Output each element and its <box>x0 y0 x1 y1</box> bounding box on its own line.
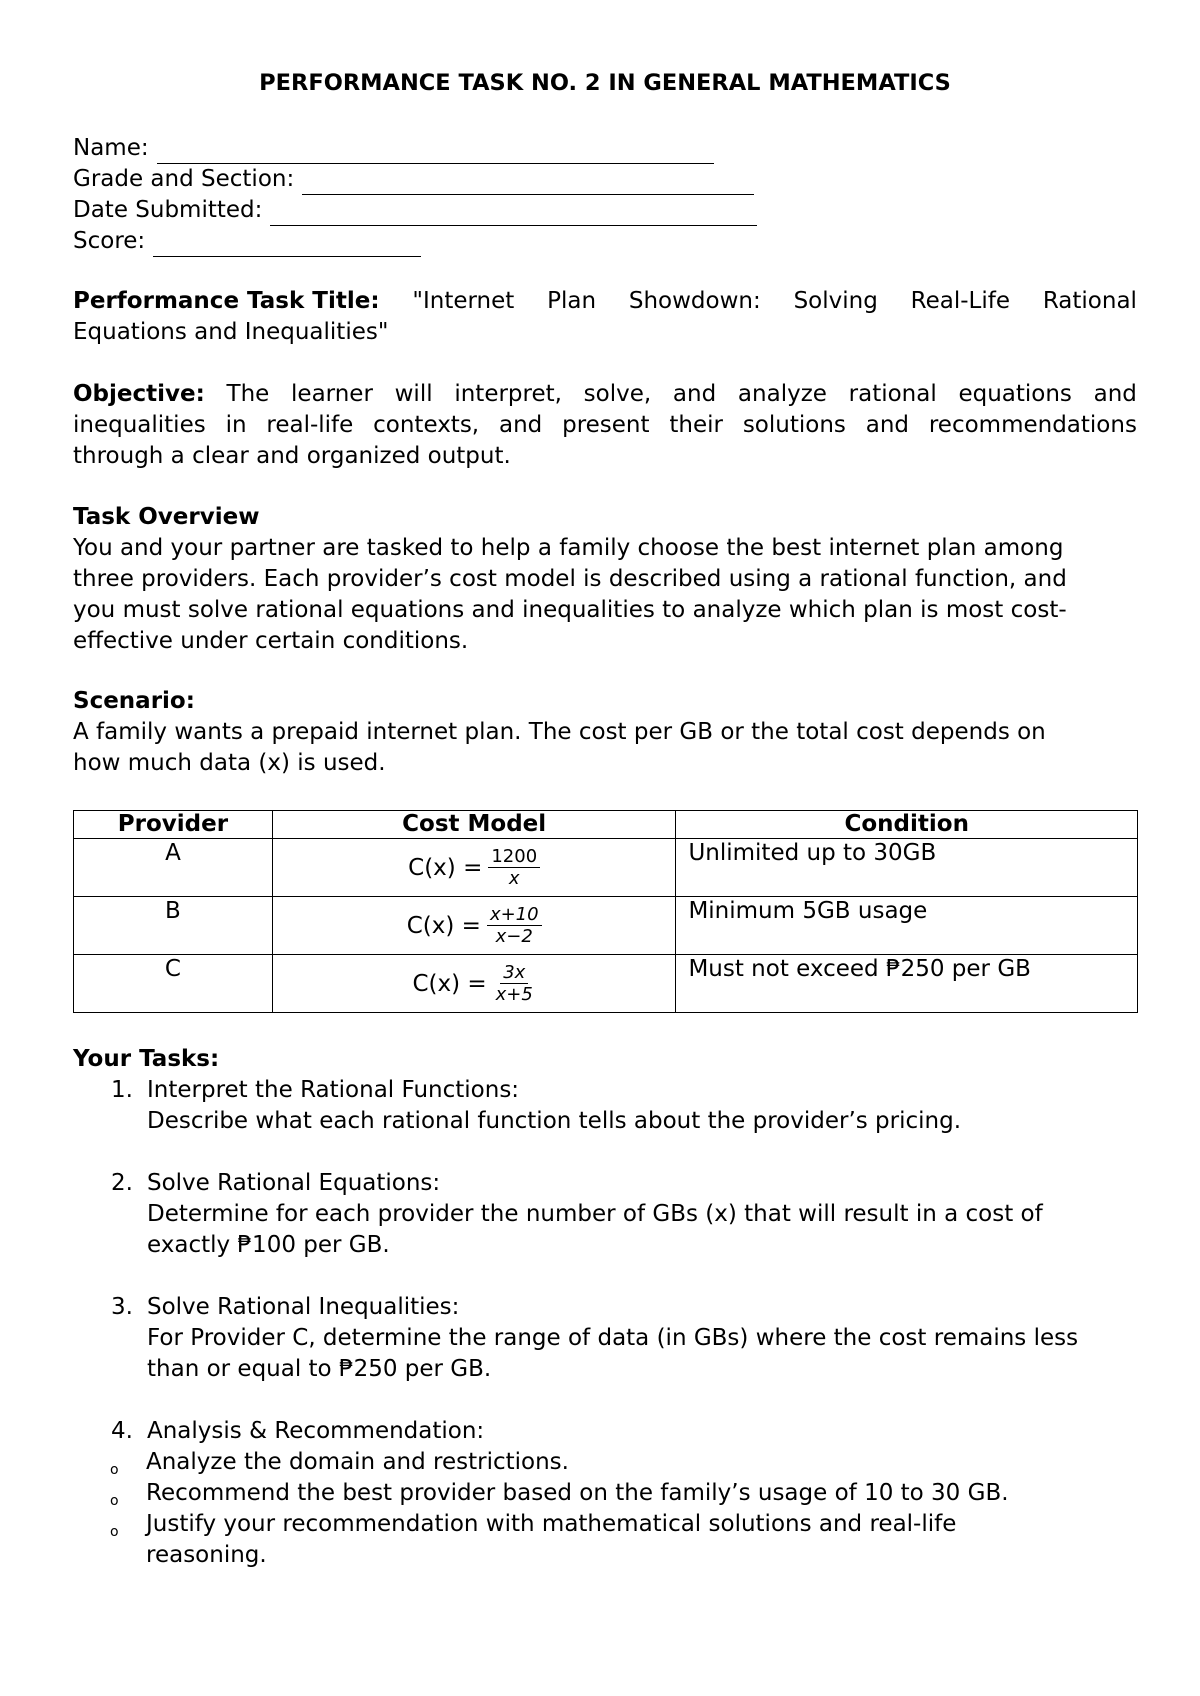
objective-line-2 <box>73 410 1137 441</box>
sub-list-item-cont <box>73 1540 1137 1571</box>
cost-model-cell <box>272 839 676 897</box>
objective-word: contexts, <box>373 412 480 438</box>
objective-word: and <box>498 412 543 438</box>
header-provider: Provider <box>74 811 273 839</box>
task-title-word: Solving <box>793 288 878 314</box>
task-title: Solve Rational Inequalities: <box>147 1294 460 1320</box>
objective-label: Objective: <box>73 381 205 407</box>
sub-list-item <box>73 1509 1137 1540</box>
objective-word: interpret, <box>454 381 562 407</box>
date-submitted-label: Date Submitted: <box>73 197 263 223</box>
task-title-line-2: Equations and Inequalities" <box>73 319 389 345</box>
name-blank-line[interactable] <box>157 141 714 164</box>
objective-word: The <box>226 381 270 407</box>
objective-line-3: through a clear and organized output. <box>73 443 511 469</box>
scenario-heading: Scenario: <box>73 688 195 714</box>
task-title-word: "Internet <box>412 288 515 314</box>
fraction-denominator: x−2 <box>495 926 533 947</box>
circle-bullet-icon: o <box>110 1493 119 1509</box>
objective-word: analyze <box>737 381 827 407</box>
objective-word: their <box>669 412 723 438</box>
task-number: 3. <box>111 1294 133 1320</box>
grade-section-label: Grade and Section: <box>73 166 295 192</box>
objective-paragraph <box>73 379 1137 472</box>
fraction-numerator: x+10 <box>487 904 542 926</box>
formula-prefix: C(x) = <box>408 854 483 881</box>
provider-cost-table <box>73 810 1138 1013</box>
condition-cell: Unlimited up to 30GB <box>676 839 1138 897</box>
list-item <box>73 1075 1137 1137</box>
fraction-numerator: 3x <box>500 962 528 984</box>
overview-line-4: effective under certain conditions. <box>73 628 469 654</box>
provider-cell: B <box>74 897 273 955</box>
task-title-word: Showdown: <box>628 288 761 314</box>
list-item <box>73 1292 1137 1385</box>
task-description: Describe what each rational function tells about the provider’s pricing. <box>147 1108 962 1134</box>
scenario-text <box>73 717 1137 779</box>
objective-word: learner <box>291 381 373 407</box>
sub-list-item <box>73 1447 1137 1478</box>
task-title-line-1 <box>73 286 1137 317</box>
score-label: Score: <box>73 228 146 254</box>
provider-cell: C <box>74 955 273 1013</box>
task-title: Analysis & Recommendation: <box>147 1418 485 1444</box>
overview-line-2: three providers. Each provider’s cost model is described using a rational function, and <box>73 566 1067 592</box>
sub-item-text: Recommend the best provider based on the family’s usage of 10 to 30 GB. <box>146 1480 1009 1506</box>
objective-line-1 <box>73 379 1137 410</box>
cost-model-cell <box>272 897 676 955</box>
objective-word: and <box>865 412 909 438</box>
scenario-line-1: A family wants a prepaid internet plan. The cost per GB or the total cost depends on <box>73 719 1046 745</box>
scenario-line-2: how much data (x) is used. <box>73 750 386 776</box>
circle-bullet-icon: o <box>110 1462 119 1478</box>
task-description: Determine for each provider the number of GBs (x) that will result in a cost of <box>147 1201 1043 1227</box>
task-title-word: Plan <box>547 288 597 314</box>
list-item <box>73 1168 1137 1261</box>
task-title-word: Rational <box>1042 288 1137 314</box>
task-description-cont: than or equal to ₱250 per GB. <box>147 1356 492 1382</box>
task-title: Interpret the Rational Functions: <box>147 1077 520 1103</box>
fraction-denominator: x <box>508 868 520 889</box>
task-number: 1. <box>111 1077 133 1103</box>
task-title-word: Real-Life <box>910 288 1010 314</box>
score-field-row <box>73 226 757 257</box>
task-title: Solve Rational Equations: <box>147 1170 441 1196</box>
formula-prefix: C(x) = <box>412 970 487 997</box>
table-header-row <box>74 811 1138 839</box>
name-label: Name: <box>73 135 149 161</box>
fraction-numerator: 1200 <box>488 846 540 868</box>
student-info-fields <box>73 133 757 257</box>
table-row <box>74 955 1138 1013</box>
list-item <box>73 1416 1137 1571</box>
condition-cell: Minimum 5GB usage <box>676 897 1138 955</box>
document-title: PERFORMANCE TASK NO. 2 IN GENERAL MATHEMATICS <box>259 70 951 96</box>
cost-model-cell <box>272 955 676 1013</box>
table-row <box>74 839 1138 897</box>
sub-item-text: Analyze the domain and restrictions. <box>146 1449 569 1475</box>
date-field-row <box>73 195 757 226</box>
header-cost-model: Cost Model <box>272 811 676 839</box>
objective-word: solutions <box>742 412 846 438</box>
objective-word: inequalities <box>73 412 206 438</box>
sub-item-text: reasoning. <box>146 1542 267 1568</box>
overview-line-1: You and your partner are tasked to help a family choose the best internet plan among <box>73 535 1064 561</box>
header-condition: Condition <box>676 811 1138 839</box>
objective-word: and <box>1093 381 1137 407</box>
objective-word: rational <box>848 381 937 407</box>
objective-word: solve, <box>583 381 652 407</box>
cost-formula <box>273 897 676 954</box>
sub-list-item <box>73 1478 1137 1509</box>
formula-fraction <box>488 846 540 889</box>
task-overview-text <box>73 533 1137 657</box>
your-tasks-heading: Your Tasks: <box>73 1046 220 1072</box>
objective-word: and <box>672 381 717 407</box>
objective-word: real-life <box>266 412 354 438</box>
score-blank-line[interactable] <box>153 234 421 257</box>
objective-word: will <box>394 381 433 407</box>
formula-prefix: C(x) = <box>406 912 481 939</box>
task-title-label: Performance Task Title: <box>73 288 380 314</box>
fraction-denominator: x+5 <box>495 984 533 1005</box>
grade-section-blank-line[interactable] <box>302 172 754 195</box>
objective-word: in <box>225 412 247 438</box>
cost-formula <box>273 955 676 1012</box>
grade-field-row <box>73 164 757 195</box>
objective-word: equations <box>958 381 1072 407</box>
condition-cell: Must not exceed ₱250 per GB <box>676 955 1138 1013</box>
cost-formula <box>273 839 676 896</box>
circle-bullet-icon: o <box>110 1524 119 1540</box>
overview-line-3: you must solve rational equations and inequalities to analyze which plan is most cost- <box>73 597 1067 623</box>
task-description-cont: exactly ₱100 per GB. <box>147 1232 390 1258</box>
sub-item-text: Justify your recommendation with mathematical solutions and real-life <box>146 1511 957 1537</box>
objective-word: present <box>562 412 650 438</box>
formula-fraction <box>487 904 542 947</box>
objective-word: recommendations <box>928 412 1137 438</box>
task-number: 4. <box>111 1418 133 1444</box>
task-overview-heading: Task Overview <box>73 504 260 530</box>
name-field-row <box>73 133 757 164</box>
table-row <box>74 897 1138 955</box>
task-title-paragraph <box>73 286 1137 348</box>
tasks-list <box>73 1075 1137 1571</box>
provider-cell: A <box>74 839 273 897</box>
date-submitted-blank-line[interactable] <box>270 203 757 226</box>
task-number: 2. <box>111 1170 133 1196</box>
task-description: For Provider C, determine the range of data (in GBs) where the cost remains less <box>147 1325 1079 1351</box>
formula-fraction <box>493 962 536 1005</box>
